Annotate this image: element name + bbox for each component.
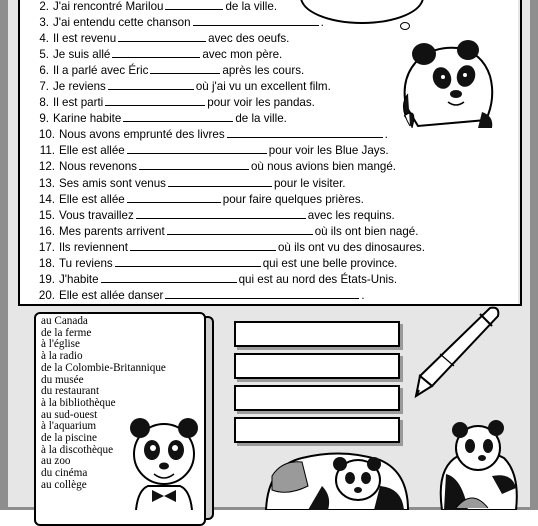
sentence-end: . <box>384 128 388 142</box>
answer-blank[interactable] <box>139 159 249 170</box>
sentence-end: où ils ont vu des dinosaures. <box>277 240 425 254</box>
sentence-end: . <box>361 288 365 302</box>
sentence-item <box>33 240 433 256</box>
word-bank-item: au Canada <box>41 315 88 327</box>
pen-illustration <box>410 304 502 400</box>
sentence-number: 5. <box>39 48 49 62</box>
sentence-end: pour voir les pandas. <box>207 96 315 110</box>
sentence-start: Elle est allée <box>59 192 125 206</box>
sentence-item <box>33 143 433 159</box>
sentence-item <box>33 208 433 224</box>
sentence-number: 19. <box>38 272 55 286</box>
sentence-start: Karine habite <box>53 112 122 126</box>
sentence-start: Mes parents arrivent <box>59 224 165 238</box>
sentence-number: 9. <box>39 112 49 126</box>
sentence-number: 14. <box>38 192 55 206</box>
answer-blank[interactable] <box>105 95 205 106</box>
sentence-number: 4. <box>39 32 49 46</box>
answer-blank[interactable] <box>130 240 276 251</box>
answer-box[interactable] <box>234 321 400 347</box>
sentence-start: Vous travaillez <box>59 208 134 222</box>
sentence-item <box>33 0 433 15</box>
sentence-end: après les cours. <box>222 64 305 78</box>
sentence-item <box>33 272 433 288</box>
sentence-item <box>33 63 433 79</box>
sentence-number: 16. <box>38 224 55 238</box>
answer-blank[interactable] <box>165 288 359 299</box>
sentence-number: 11. <box>39 144 55 158</box>
answer-blank[interactable] <box>115 256 261 267</box>
sentence-number: 12. <box>38 160 55 174</box>
word-bank-item: à l'aquarium <box>41 420 97 433</box>
sentence-end: avec des oeufs. <box>208 32 290 46</box>
sentence-number: 15. <box>38 208 55 222</box>
word-bank-item: au zoo <box>41 455 71 468</box>
answer-blank[interactable] <box>101 272 237 283</box>
word-bank-item: à la discothèque <box>41 443 114 456</box>
sentence-number: 6. <box>39 64 49 78</box>
sentence-start: Je suis allé <box>53 48 111 62</box>
panda-bowtie-illustration <box>128 412 200 510</box>
answer-blank[interactable] <box>193 15 319 26</box>
panda-lying-illustration <box>262 446 412 510</box>
sentence-start: Il a parlé avec Éric <box>53 64 149 78</box>
sentence-start: Il est parti <box>53 96 104 110</box>
sentence-end: où j'ai vu un excellent film. <box>195 80 331 94</box>
word-bank-item: de la ferme <box>41 326 92 339</box>
word-bank-item: de la piscine <box>41 432 97 445</box>
sentence-start: Elle est allée <box>59 144 125 158</box>
sentence-number: 7. <box>39 80 49 94</box>
sentence-item <box>33 47 433 63</box>
sentence-start: Ils reviennent <box>59 240 128 254</box>
sentence-item <box>33 256 433 272</box>
sentence-start: J'habite <box>59 272 99 286</box>
sentence-start: Nous avons emprunté des livres <box>59 128 225 142</box>
sentence-end: pour le visiter. <box>273 176 346 190</box>
answer-blank[interactable] <box>165 0 223 10</box>
answer-blank[interactable] <box>127 143 267 154</box>
sentence-end: avec mon père. <box>202 48 283 62</box>
sentence-start: Il est revenu <box>53 32 117 46</box>
sentence-number: 20. <box>38 288 55 302</box>
sentence-number: 10. <box>38 128 55 142</box>
sentence-item <box>33 127 433 143</box>
sentence-end: qui est une belle province. <box>262 256 398 270</box>
sentence-item <box>33 224 433 240</box>
sentence-end: pour faire quelques prières. <box>222 192 364 206</box>
answer-blank[interactable] <box>136 208 306 219</box>
answer-blank[interactable] <box>127 192 221 203</box>
sentence-start: Ses amis sont venus <box>59 176 166 190</box>
answer-blank[interactable] <box>118 31 206 42</box>
word-bank-item: du restaurant <box>41 385 100 398</box>
sentence-item <box>33 176 433 192</box>
frame-left <box>0 0 8 510</box>
answer-blank[interactable] <box>168 176 272 187</box>
word-bank-item: à la radio <box>41 350 83 363</box>
answer-blank[interactable] <box>227 127 383 138</box>
frame-right <box>530 0 538 510</box>
sentence-item <box>33 192 433 208</box>
word-bank-item: du cinéma <box>41 467 88 480</box>
answer-blank[interactable] <box>123 111 233 122</box>
sentence-end: de la ville. <box>225 0 278 13</box>
sentence-number: 8. <box>39 96 49 110</box>
answer-box[interactable] <box>234 353 400 379</box>
answer-box[interactable] <box>234 385 400 411</box>
sentence-number: 17. <box>38 240 55 254</box>
sentence-end: . <box>320 16 324 30</box>
sentence-end: qui est au nord des États-Unis. <box>238 272 398 286</box>
sentence-start: Nous revenons <box>59 160 137 174</box>
sentence-number: 13. <box>38 176 55 190</box>
sentence-start: J'ai entendu cette chanson <box>53 16 191 30</box>
sentence-end: de la ville. <box>235 112 287 126</box>
sentence-start: Elle est allée danser <box>59 288 164 302</box>
exercise-sentences <box>33 0 433 304</box>
answer-blank[interactable] <box>167 224 313 235</box>
word-bank-item: au collège <box>41 478 87 491</box>
sentence-number: 18. <box>38 256 55 270</box>
sentence-end: pour voir les Blue Jays. <box>268 144 389 158</box>
sentence-item <box>33 31 433 47</box>
answer-blank[interactable] <box>150 63 220 74</box>
sentence-item <box>33 111 433 127</box>
word-bank-item: du musée <box>41 373 84 386</box>
answer-blank[interactable] <box>112 47 200 58</box>
answer-blank[interactable] <box>108 79 194 90</box>
answer-box[interactable] <box>234 417 400 443</box>
sentence-end: avec les requins. <box>307 208 395 222</box>
sentence-end: où ils ont bien nagé. <box>314 224 419 238</box>
sentence-item <box>33 15 433 31</box>
panda-sitting-illustration <box>432 418 522 510</box>
sentence-start: Tu reviens <box>59 256 113 270</box>
sentence-item <box>33 79 433 95</box>
sentence-number: 2. <box>39 0 49 13</box>
sentence-start: J'ai rencontré Marilou <box>53 0 164 13</box>
sentence-item <box>33 95 433 111</box>
sentence-start: Je reviens <box>53 80 106 94</box>
word-bank-item: au sud-ouest <box>41 408 98 421</box>
word-bank-item: à la bibliothèque <box>41 396 116 409</box>
sentence-item <box>33 288 433 304</box>
sentence-number: 3. <box>39 16 49 30</box>
sentence-end: où nous avions bien mangé. <box>250 160 397 174</box>
word-bank-item: à l'église <box>41 338 80 351</box>
sentence-item <box>33 159 433 175</box>
word-bank-item: de la Colombie-Britannique <box>41 361 166 374</box>
